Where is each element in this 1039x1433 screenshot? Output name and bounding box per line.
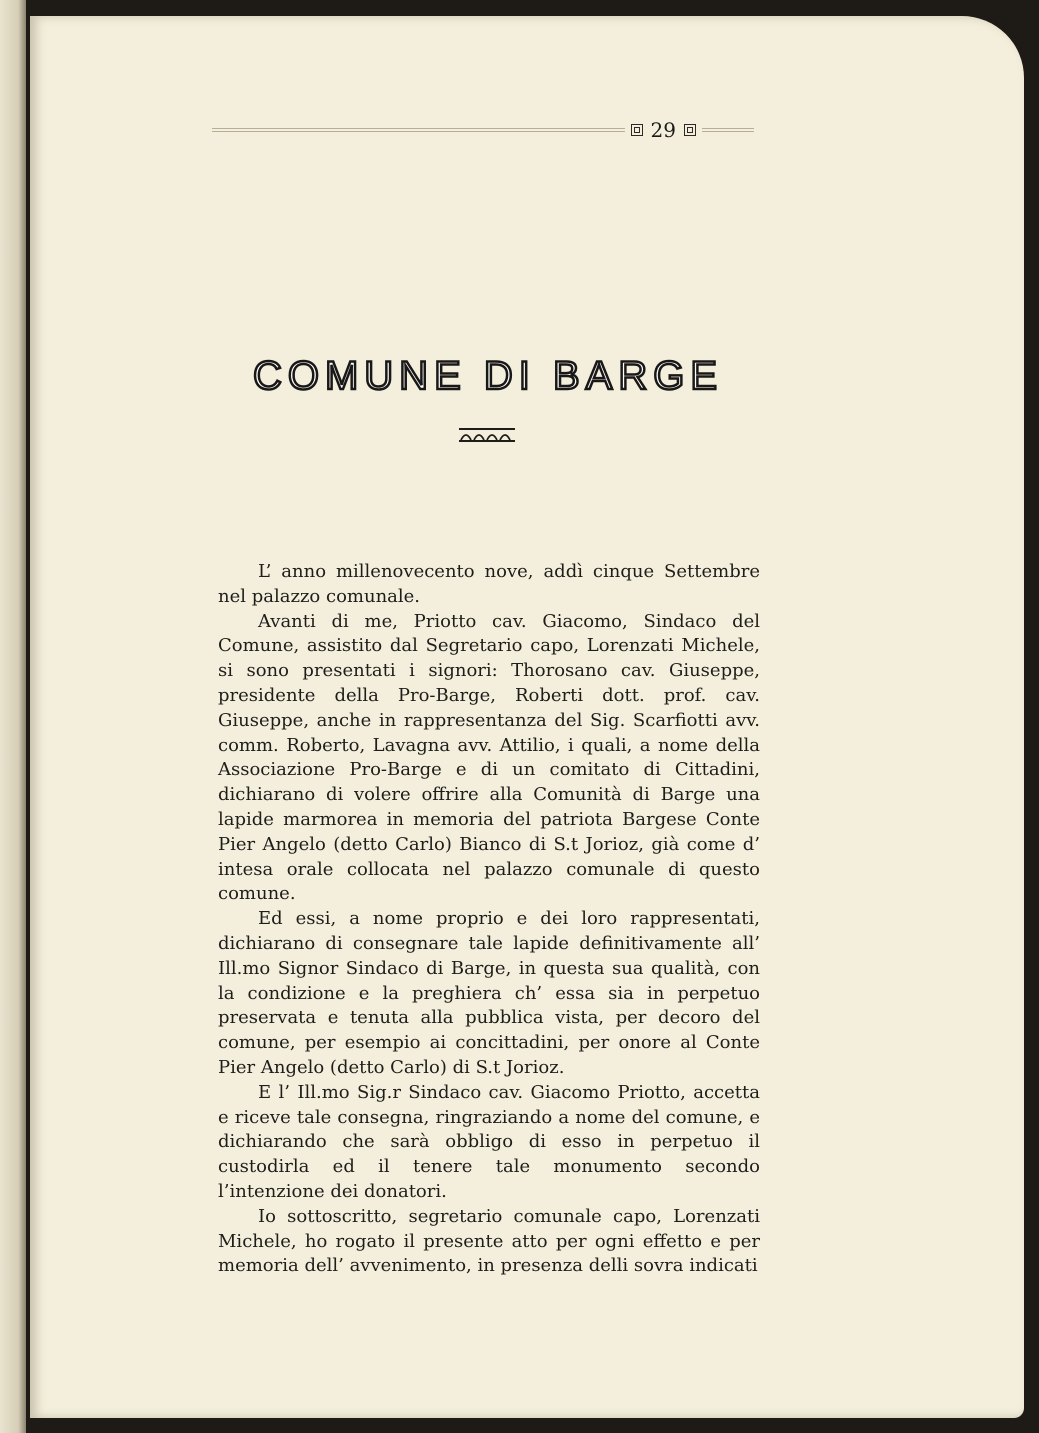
document-body bbox=[218, 560, 760, 1279]
paragraph: Ed essi, a nome proprio e dei loro rappresentati, dichiarano di consegnare tale lapide definitivamente all’ Ill.mo Signor Sindaco di Barge, in questa sua qualità, con la condizione e la preghiera ch’ essa sia in perpetuo preservata e tenuta alla pubblica vista, per decoro del comune, per esempio ai concittadini, per onore al Conte Pier Angelo (detto Carlo) di S.t Jorioz. bbox=[218, 908, 760, 1078]
header-rule-left bbox=[212, 128, 625, 132]
paragraph: Avanti di me, Priotto cav. Giacomo, Sindaco del Comune, assistito dal Segretario capo, Lorenzati Michele, si sono presentati i signori: Thorosano cav. Giuseppe, presidente della Pro-Barge, Roberti dott. prof. cav. Giuseppe, anche in rappresentanza del Sig. Scarfiotti avv. comm. Roberto, Lavagna avv. Attilio, i quali, a nome della Associazione Pro-Barge e di un comitato di Cittadini, dichiarano di volere offrire alla Comunità di Barge una lapide marmorea in memoria del patriota Bargese Conte Pier Angelo (detto Carlo) Bianco di S.t Jorioz, già come d’ intesa orale collocata nel palazzo comunale di questo comune. bbox=[218, 610, 760, 905]
square-fret-ornament-icon bbox=[631, 124, 643, 136]
page-title: COMUNE DI BARGE bbox=[252, 354, 724, 398]
arch-frieze-ornament bbox=[459, 428, 515, 442]
page-header bbox=[212, 118, 754, 142]
header-rule-right bbox=[702, 128, 754, 132]
facing-page-edge bbox=[0, 0, 26, 1433]
paragraph: Io sottoscritto, segretario comunale capo, Lorenzati Michele, ho rogato il presente atto per ogni effetto e per memoria dell’ avvenimento, in presenza delli sovra indicati bbox=[218, 1205, 760, 1277]
paragraph: E l’ Ill.mo Sig.r Sindaco cav. Giacomo Priotto, accetta e riceve tale consegna, ringraziando a nome del comune, e dichiarando che sarà obbligo di esso in perpetuo il custodirla ed il tenere tale monumento secondo l’intenzione dei donatori. bbox=[218, 1081, 760, 1202]
page-number: 29 bbox=[650, 118, 676, 142]
paragraph: L’ anno millenovecento nove, addì cinque Settembre nel palazzo comunale. bbox=[218, 561, 760, 607]
square-fret-ornament-icon bbox=[684, 124, 696, 136]
